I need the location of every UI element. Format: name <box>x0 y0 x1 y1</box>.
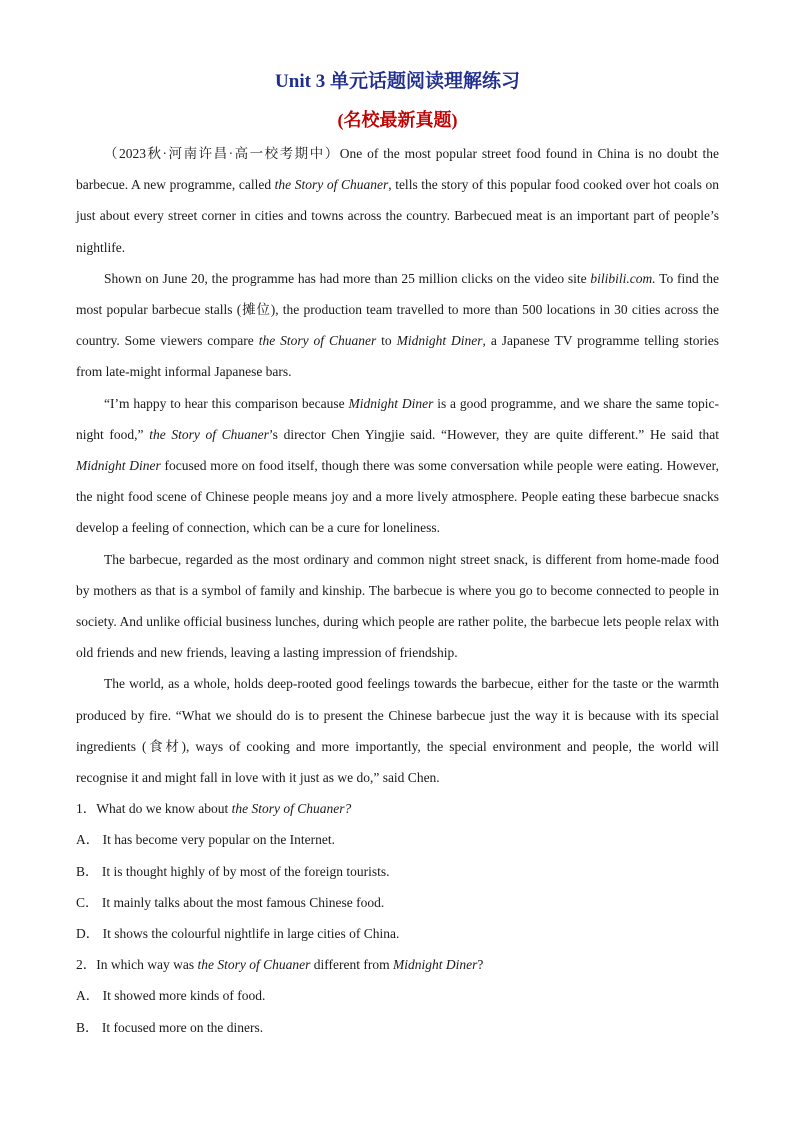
page-title: Unit 3 单元话题阅读理解练习 <box>275 71 520 92</box>
question-1-option-b: B． It is thought highly of by most of the foreign tourists. <box>76 863 390 879</box>
question-2-option-b: B． It focused more on the diners. <box>76 1019 264 1035</box>
question-1-option-d: D． It shows the colourful nightlife in large cities of China. <box>76 926 400 942</box>
passage-paragraph-5: The world, as a whole, holds deep-rooted good feelings towards the barbecue, either for the taste or the warmth produced by fire. “What we should do is to present the Chinese barbecue just the way it is because with its special ingredients (食材), ways of cooking and more importantly, the special environment and people, the world will recognise it and might fall in love with it just as we do,” said Chen. <box>76 676 719 786</box>
programme-title: Midnight Diner <box>348 395 434 411</box>
page-subtitle: (名校最新真题) <box>337 110 458 130</box>
question-2-option-a: A． It showed more kinds of food. <box>76 988 266 1004</box>
passage-paragraph-1: （2023秋·河南许昌·高一校考期中）One of the most popular street food found in China is no doubt the barbecue. A new programme, called the Story of Chuaner, tells the story of this popular food cooked over hot coals on just about every street corner in cities and towns across the country. Barbecued meat is an important part of people’s nightlife. <box>76 146 719 255</box>
passage-paragraph-2: Shown on June 20, the programme has had more than 25 million clicks on the video site bilibili.com. To find the most popular barbecue stalls (摊位), the production team travelled to more than 500 locations in 30 cities across the country. Some viewers compare the Story of Chuaner to Midnight Diner, a Japanese TV programme telling stories from late-might informal Japanese bars. <box>76 270 719 380</box>
question-1-stem: 1．What do we know about the Story of Chuaner? <box>76 801 352 817</box>
programme-title: Midnight Diner <box>396 333 483 349</box>
programme-title: the Story of Chuaner <box>258 333 377 349</box>
video-site: bilibili.com. <box>590 270 656 286</box>
programme-title: Midnight Diner <box>76 458 161 474</box>
worksheet-page <box>76 68 719 1043</box>
programme-title: the Story of Chuaner <box>274 177 389 193</box>
source-tag: （2023秋·河南许昌·高一校考期中） <box>104 146 340 161</box>
passage-paragraph-4: The barbecue, regarded as the most ordinary and common night street snack, is different from home-made food by mothers as that is a symbol of family and kinship. The barbecue is where you go to become connected to people in society. And unlike official business lunches, during which people are rather polite, the barbecue lets people relax with old friends and new friends, leaving a lasting impression of friendship. <box>76 551 719 661</box>
question-1-option-a: A． It has become very popular on the Internet. <box>76 832 336 848</box>
programme-title: the Story of Chuaner <box>149 426 269 442</box>
question-2-stem: 2．In which way was the Story of Chuaner different from Midnight Diner? <box>76 957 484 973</box>
passage-paragraph-3: “I’m happy to hear this comparison because Midnight Diner is a good programme, and we share the same topic-night food,” the Story of Chuaner’s director Chen Yingjie said. “However, they are quite different.” He said that Midnight Diner focused more on food itself, though there was some conversation while people were eating. However, the night food scene of Chinese people means joy and a more lively atmosphere. People eating these barbecue snacks develop a feeling of connection, which can be a cure for loneliness. <box>76 395 719 536</box>
question-1-option-c: C． It mainly talks about the most famous Chinese food. <box>76 894 385 910</box>
